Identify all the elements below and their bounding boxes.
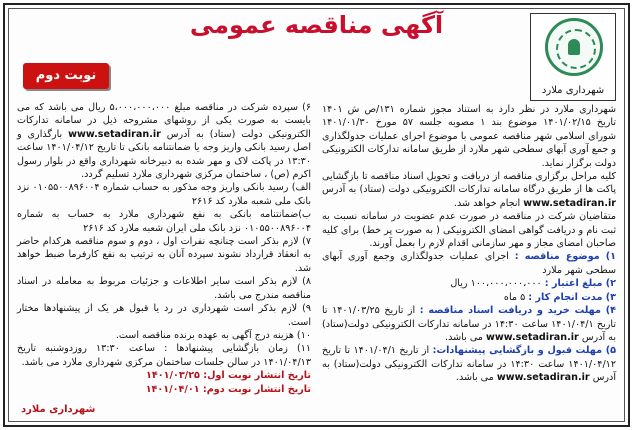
municipality-seal-icon (545, 18, 603, 76)
right-column (322, 103, 616, 385)
round-badge: نوبت دوم (23, 63, 109, 89)
signature: شهرداری ملارد (21, 404, 96, 415)
setad-link[interactable]: www.setadiran.ir (68, 128, 161, 140)
notice-title: آگهی مناقصه عمومی (189, 11, 444, 39)
item-submission-deadline: ۵) مهلت قبول و بازگشایی پیشنهادات: از تاریخ ۱۴۰۱/۰۴/۱ تا تاریخ ۱۴۰۱/۰۴/۱۲ ساعت ۱۴:۳۰ در سامانه تدارکات الکترونیکی دولت(ستاد) به آدرس www.setadiran.ir می باشد. (322, 345, 616, 384)
item-forfeit: ۷) لازم بذکر است چنانچه نفرات اول ، دوم و سوم مناقصه هرکدام حاضر به انعقاد قرارداد نشوند سپرده آنان به ترتیب به نفع کارفرما ضبط خواهد شد. (17, 236, 311, 274)
item-details: ۸) لازم بذکر است سایر اطلاعات و جزئیات مربوط به معامله در اسناد مناقصه مندرج می باشد. (17, 276, 311, 301)
process-paragraph: کلیه مراحل برگزاری مناقصه از دریافت و تحویل اسناد مناقصه تا بازگشایی پاکت ها از طریق درگاه سامانه تدارکات الکترونیکی دولت (ستاد) به آدرس www.setadiran.ir انجام خواهد شد. (322, 171, 616, 209)
item-deposit-option-b: ب)ضمانتنامه بانکی به نفع شهرداری ملارد به حساب به شماره ۰۱۰۵۵۰۰۸۹۶۰۰۴ نزد بانک ملی ایران شعبه ملارد کد ۲۶۱۶ (17, 209, 311, 234)
item-ad-cost: ۱۰) هزینه درج آگهی به عهده برنده مناقصه است. (115, 329, 311, 341)
item-budget: ۲) مبلغ اعتبار : ۱۰۰،۰۰۰،۰۰۰،۰۰۰ ریال (450, 278, 616, 290)
registration-paragraph: متقاضیان شرکت در مناقصه در صورت عدم عضویت در سامانه نسبت به ثبت نام و دریافت گواهی امضای الکترونیکی ( به صورت پر خط) برای کلیه صاحبان امضای مجاز و مهر سازمانی اقدام لازم را بعمل آورند. (322, 211, 616, 250)
setad-link[interactable]: www.setadiran.ir (496, 372, 590, 384)
intro-paragraph: شهرداری ملارد در نظر دارد به استناد مجوز شماره ۱۳۱/ص ش ۱۴۰۱ تاریخ ۱۴۰۱/۰۲/۱۵ موضوع بند ۱ مصوبه جلسه ۵۷ مورخ ۱۴۰۱/۰۱/۳۰ شورای اسلامی شهر مناقصه عمومی با موضوع اجرای عملیات جدولگذاری و جمع آوری آبهای سطحی شهر ملارد از طریق سامانه تدارکات الکترونیکی دولت برگزار نماید. (322, 104, 616, 169)
left-column (17, 101, 311, 396)
municipality-logo (530, 13, 616, 101)
publish-date-second: تاریخ انتشار نوبت دوم: ۱۴۰۱/۰۴/۰۱ (145, 383, 311, 395)
logo-label: شهرداری ملارد (541, 85, 605, 96)
item-duration: ۳) مدت انجام کار : ۵ ماه (503, 291, 616, 303)
item-purchase-deadline: ۴) مهلت خرید و دریافت اسناد مناقصه : از تاریخ ۱۴۰۱/۰۳/۲۵ تا تاریخ ۱۴۰۱/۰۴/۱ ساعت ۱۴:۳۰ در سامانه تدارکات الکترونیکی دولت(ستاد) به آدرس www.setadiran.ir می باشد. (322, 305, 616, 343)
item-deposit-option-a: الف) رسید بانکی واریز وجه مذکور به حساب شماره ۰۱۰۵۵۰۰۸۹۶۰۰۴ نزد بانک ملی شعبه ملارد کد ۲۶۱۶ (17, 182, 311, 207)
item-discretion: ۹) لازم بذکر است شهرداری در رد یا قبول هر یک از پیشنهادها مختار است. (17, 303, 311, 328)
item-deposit: ۶) سپرده شرکت در مناقصه مبلغ ۵،۰۰۰،۰۰۰،۰۰۰ ریال می باشد که می بایست به صورت یکی از روشهای مشروحه ذیل در سامانه تدارکات الکترونیکی دولت (ستاد) به آدرس www.setadiran.ir بارگذاری و اصل رسید بانکی واریز وجه یا ضمانتنامه بانکی تا تاریخ ۱۴۰۱/۰۴/۱۲ ساعت ۱۳:۳۰ در پاکت لاک و مهر شده به دبیرخانه شهرداری واقع در بلوار رسول اکرم (ص) ، ساختمان مرکزی شهرداری ملارد تسلیم گردد. (17, 102, 312, 181)
setad-link[interactable]: www.setadiran.ir (486, 331, 579, 343)
item-opening-time: ۱۱) زمان بازگشایی پیشنهادها : ساعت ۱۳:۳۰ روزدوشنبه تاریخ ۱۴۰۱/۰۴/۱۳ در سالن جلسات ساختمان مرکزی شهرداری ملارد می باشد. (17, 343, 311, 368)
notice-frame (3, 3, 630, 427)
item-subject: ۱) موضوع مناقصه : اجرای عملیات جدولگذاری وجمع آوری آبهای سطحی شهر ملارد (322, 251, 617, 276)
setad-link[interactable]: www.setadiran.ir (523, 197, 616, 209)
publish-date-first: تاریخ انتشار نوبت اول: ۱۴۰۱/۰۳/۲۵ (146, 370, 311, 382)
